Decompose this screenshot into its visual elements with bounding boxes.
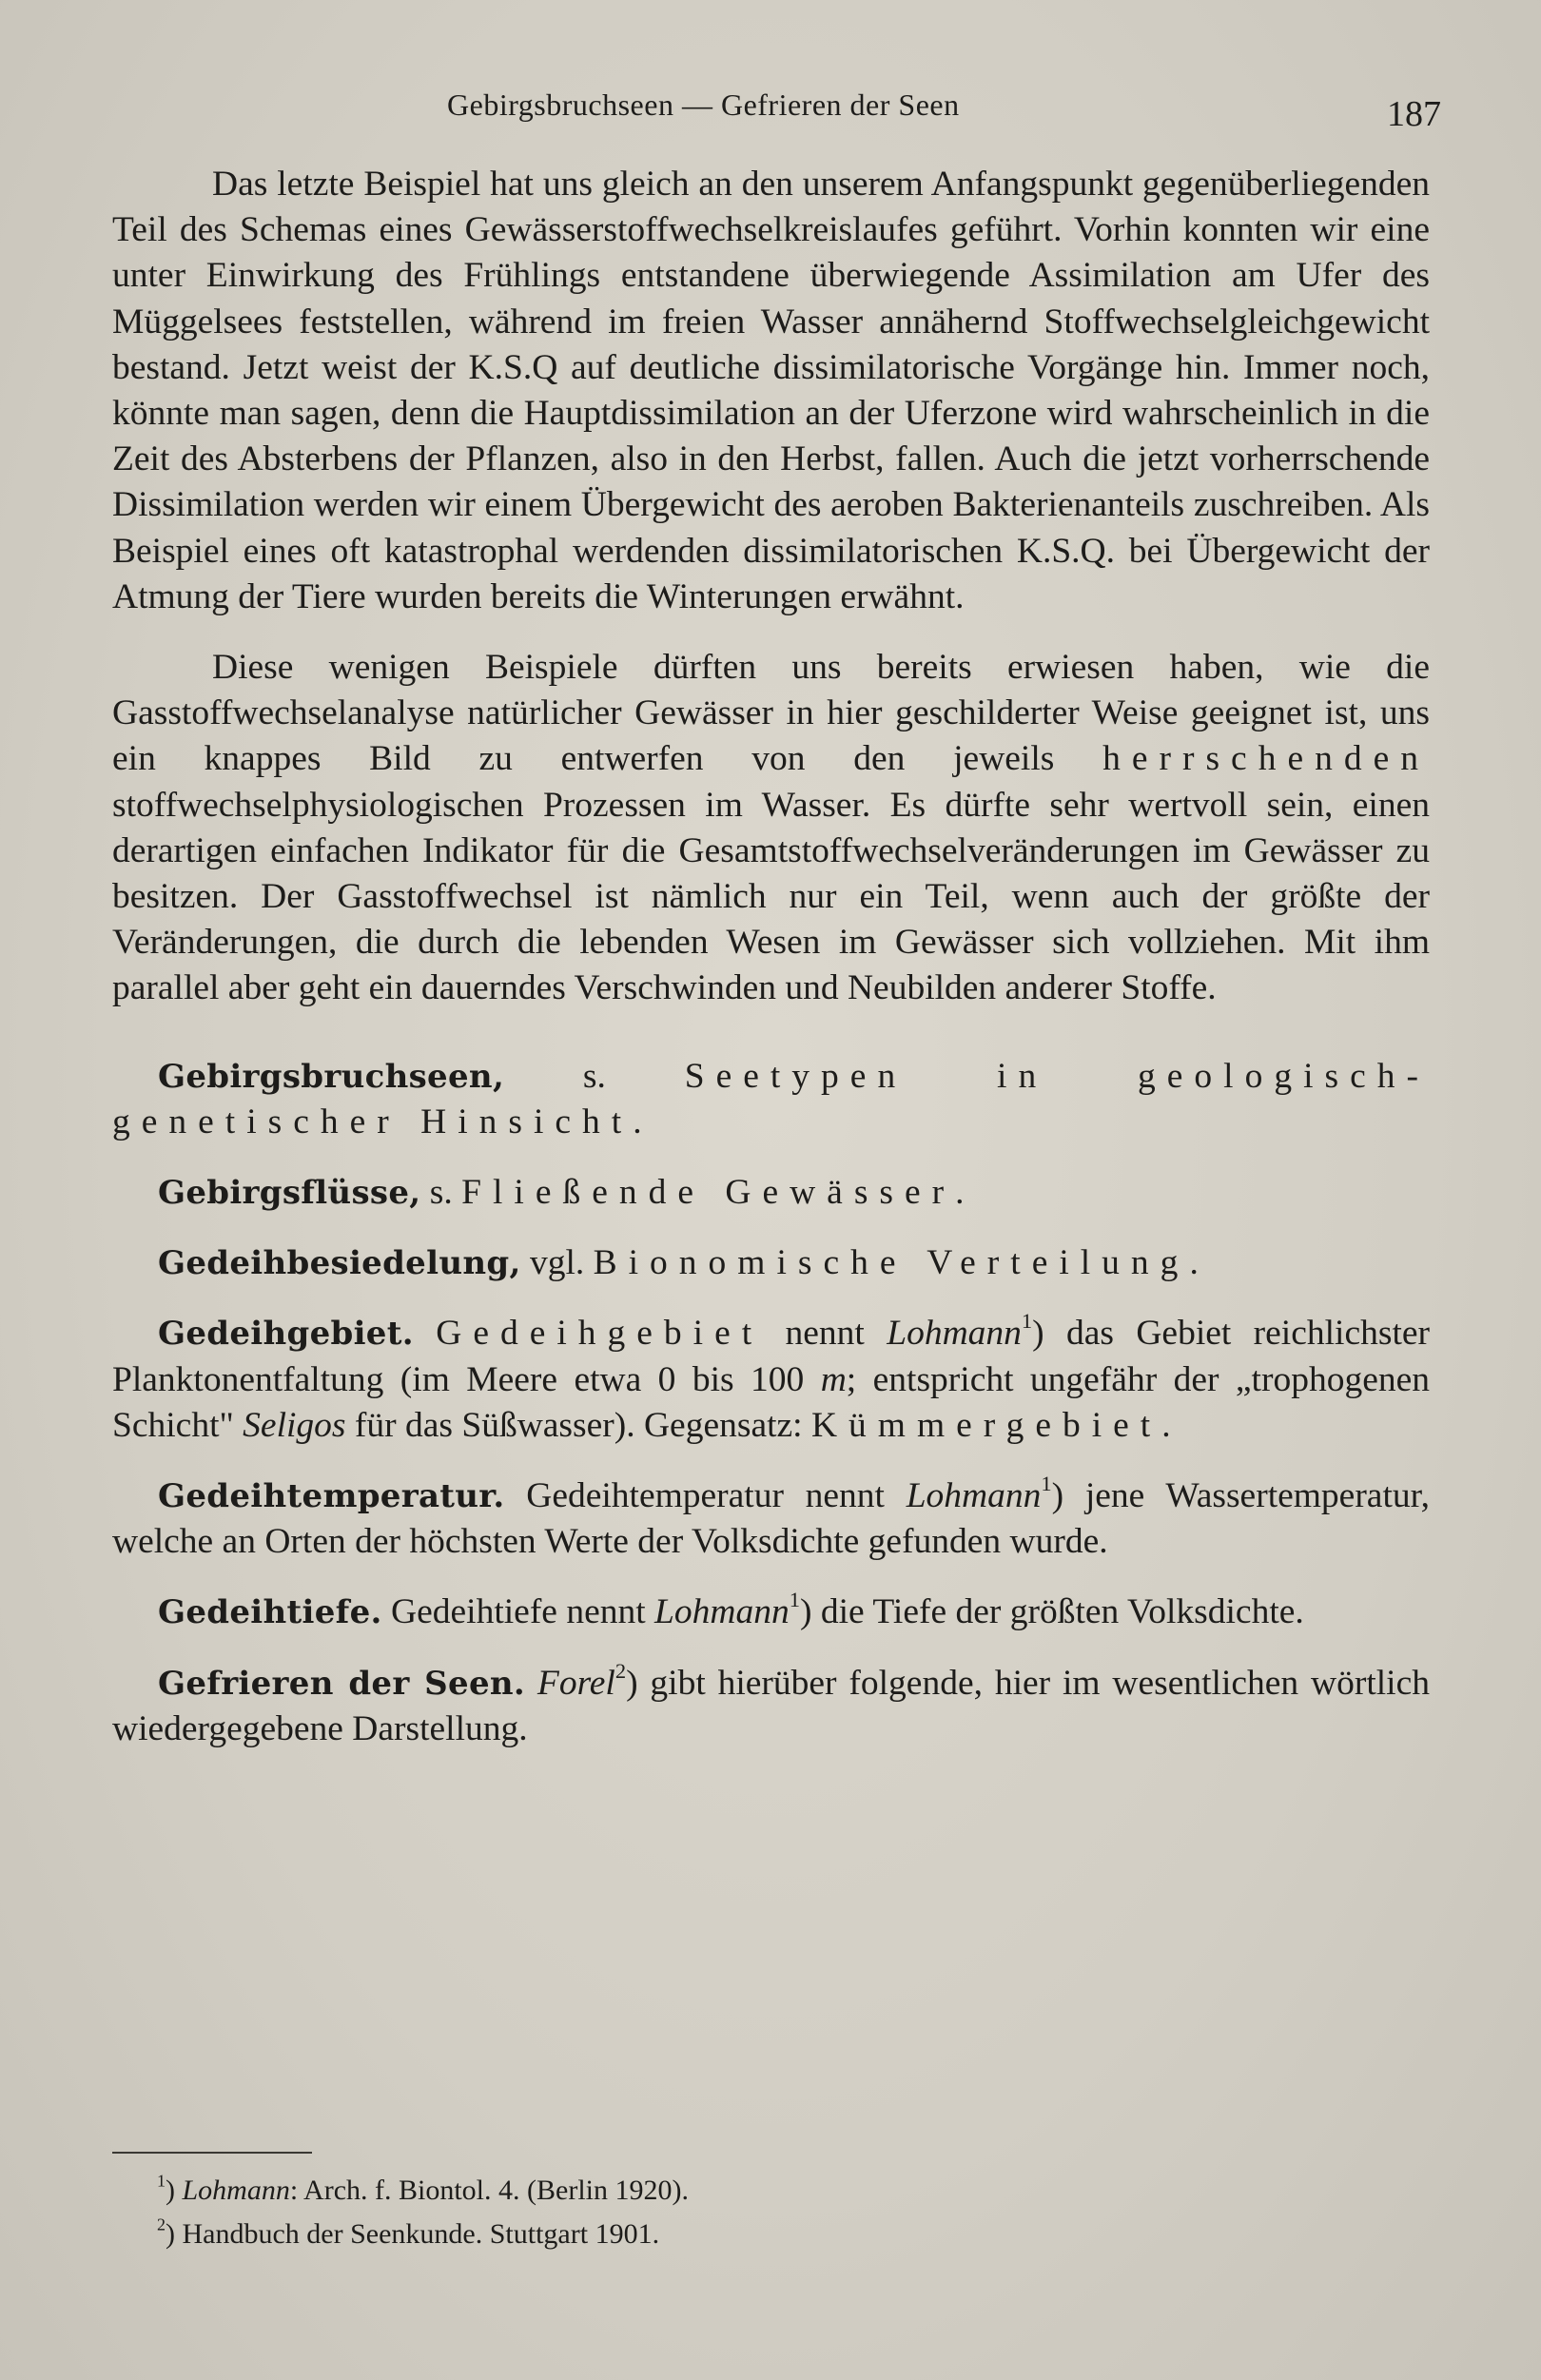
footnote-marker: 2 [614,1658,627,1683]
footnote-marker: 1 [1021,1309,1033,1334]
spaced-term: Gedeihgebiet [436,1314,764,1354]
entry-gedeihtemperatur [112,1473,1430,1565]
paragraph-2-text-a: Diese wenigen Beispiele dürften uns bereits erwiesen haben, wie die Gasstoffwechselanalyse natürlicher Gewässer in hier geschilderter Weise geeignet ist, uns ein knappes Bild zu entwerfen von den jeweils [112,648,1430,779]
paragraph-1: Das letzte Beispiel hat uns gleich an den unserem Anfangspunkt gegenüberliegenden Teil des Schemas eines Gewässerstoffwechselkreislaufes geführt. Vorhin konnten wir eine unter Einwirkung des Frühlings entstandene überwiegende Assimilation am Ufer des Müggelsees feststellen, während im freien Wasser annähernd Stoffwechselgleichgewicht bestand. Jetzt weist der K.S.Q auf deutliche dissimilatorische Vorgänge hin. Immer noch, könnte man sagen, denn die Hauptdissimilation an der Uferzone wird wahrscheinlich in die Zeit des Absterbens der Pflanzen, also in den Herbst, fallen. Auch die jetzt vorherrschende Dissimilation werden wir einem Übergewicht des aeroben Bakterienanteils zuschreiben. Als Beispiel eines oft katastrophal werdenden dissimilatorischen K.S.Q. bei Übergewicht der Atmung der Tiere wurden bereits die Winterungen erwähnt. [112,165,1430,616]
page-number: 187 [1387,94,1441,134]
entry-keyword: Gefrieren der Seen. [158,1664,526,1703]
cross-reference: Bionomische Verteilung [593,1243,1190,1283]
entry-text [525,1664,537,1703]
entry-text: Gedeihtiefe nennt [381,1592,655,1632]
entry-suffix: . [1161,1405,1171,1445]
paragraph-2 [112,645,1430,1012]
footnote-marker: 1 [1041,1472,1052,1496]
cross-reference: Seetypen in geologisch-genetischer Hinsicht [112,1056,1430,1141]
unit: m [820,1359,847,1399]
entry-text: für das Süßwasser). Gegensatz: [345,1405,811,1445]
author-name: Lohmann [654,1592,790,1632]
footnotes [157,2169,1298,2256]
body-text [112,162,1430,1752]
entry-keyword: Gedeihgebiet. [158,1315,414,1354]
footnote-author: Lohmann [182,2175,290,2206]
entry-suffix: . [633,1102,642,1141]
entry-text: nennt [763,1314,888,1354]
paragraph-2-emphasis: herrschenden [1102,739,1430,779]
entry-text: Gedeihtemperatur nennt [504,1476,907,1516]
entry-keyword: Gebirgsflüsse, [158,1174,421,1213]
author-name: Forel [536,1663,615,1703]
author-name: Seligos [243,1405,346,1445]
entry-gebirgsbruchseen [112,1054,1430,1145]
entry-gebirgsfluesse [112,1170,1430,1216]
footnote-2: $^2$) Handbuch der Seenkunde. Stuttgart 1901. [157,2214,660,2250]
running-title: Gebirgsbruchseen — Gefrieren der Seen [447,88,960,122]
entry-text: ) gibt hierüber folgende, hier im wesentlichen wörtlich wiedergegebene Darstellung. [112,1663,1430,1748]
cross-reference: Fließende Gewässer [461,1173,956,1213]
footnote-mark: 1 [157,2171,166,2191]
footnote-1: $^1$) Lohmann: Arch. f. Biontol. 4. (Berlin 1920). [157,2171,689,2206]
page-header [114,74,1441,134]
footnote-divider [112,2152,312,2154]
entry-gedeihbesiedelung [112,1240,1430,1286]
entry-gedeihgebiet [112,1311,1430,1449]
entry-prefix: vgl. [520,1243,594,1283]
entry-keyword: Gedeihtiefe. [158,1593,382,1632]
entry-text: ) jene Wassertemperatur, welche an Orten der höchsten Werte der Volksdichte gefunden wurde. [112,1476,1430,1562]
author-name: Lohmann [906,1476,1042,1516]
entry-text: ) das Gebiet reichlichster Planktonentfaltung (im Meere etwa 0 bis 100 [112,1314,1430,1399]
entry-prefix [414,1314,436,1353]
entry-suffix: . [955,1173,965,1213]
footnote-marker: 1 [789,1588,800,1612]
footnote-text: : Arch. f. Biontol. 4. (Berlin 1920). [289,2175,689,2206]
entry-prefix: s. [420,1173,462,1213]
entry-gedeihtiefe [112,1590,1430,1635]
entry-prefix: s. [504,1056,685,1096]
entry-text: ) die Tiefe der größten Volksdichte. [799,1592,1304,1632]
cross-reference: Kümmergebiet [810,1405,1162,1445]
entry-gefrieren-der-seen [112,1658,1430,1752]
footnote-text: Handbuch der Seenkunde. Stuttgart 1901. [182,2218,660,2250]
entry-keyword: Gedeihbesiedelung, [158,1244,521,1283]
entry-keyword: Gebirgsbruchseen, [158,1057,505,1096]
author-name: Lohmann [887,1314,1022,1354]
entry-keyword: Gedeihtemperatur. [158,1477,505,1516]
footnote-mark: 2 [157,2214,166,2234]
entry-text: ; entspricht ungefähr der „trophogenen Schicht" [112,1359,1431,1445]
entry-suffix: . [1189,1243,1199,1283]
paragraph-2-text-b: stoffwechselphysiologischen Prozessen im Wasser. Es dürfte sehr wertvoll sein, einen derartigen einfachen Indikator für die Gesamtstoffwechselveränderungen im Gewässer zu besitzen. Der Gasstoffwechsel ist nämlich nur ein Teil, wenn auch der größte der Veränderungen, die durch die lebenden Wesen im Gewässer sich vollziehen. Mit ihm parallel aber geht ein dauerndes Verschwinden und Neubilden anderer Stoffe. [112,785,1430,1008]
